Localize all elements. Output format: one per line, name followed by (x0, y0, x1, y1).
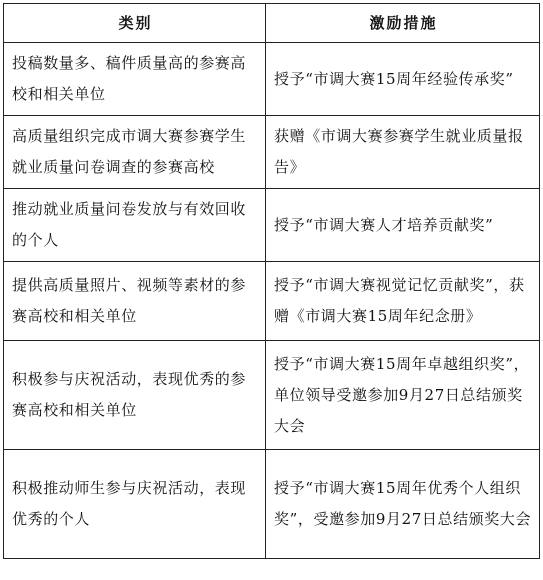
table-row (4, 43, 540, 116)
measure-cell: 授予“市调大赛视觉记忆贡献奖”，获赠《市调大赛15周年纪念册》 (266, 262, 540, 341)
table-row (4, 189, 540, 262)
table-row (4, 116, 540, 189)
category-cell: 提供高质量照片、视频等素材的参赛高校和相关单位 (4, 262, 266, 341)
table-row (4, 450, 540, 559)
incentive-table (3, 3, 540, 559)
header-category: 类别 (4, 4, 266, 43)
measure-cell: 授予“市调大赛15周年优秀个人组织奖”，受邀参加9月27日总结颁奖大会 (266, 450, 540, 559)
measure-cell: 获赠《市调大赛参赛学生就业质量报告》 (266, 116, 540, 189)
table-row (4, 262, 540, 341)
measure-cell: 授予“市调大赛15周年卓越组织奖”，单位领导受邀参加9月27日总结颁奖大会 (266, 341, 540, 450)
measure-cell: 授予“市调大赛人才培养贡献奖” (266, 189, 540, 262)
category-cell: 推动就业质量问卷发放与有效回收的个人 (4, 189, 266, 262)
table-row (4, 341, 540, 450)
category-cell: 投稿数量多、稿件质量高的参赛高校和相关单位 (4, 43, 266, 116)
table-header-row (4, 4, 540, 43)
category-cell: 高质量组织完成市调大赛参赛学生就业质量问卷调查的参赛高校 (4, 116, 266, 189)
category-cell: 积极参与庆祝活动，表现优秀的参赛高校和相关单位 (4, 341, 266, 450)
header-measure: 激励措施 (266, 4, 540, 43)
measure-cell: 授予“市调大赛15周年经验传承奖” (266, 43, 540, 116)
category-cell: 积极推动师生参与庆祝活动，表现优秀的个人 (4, 450, 266, 559)
